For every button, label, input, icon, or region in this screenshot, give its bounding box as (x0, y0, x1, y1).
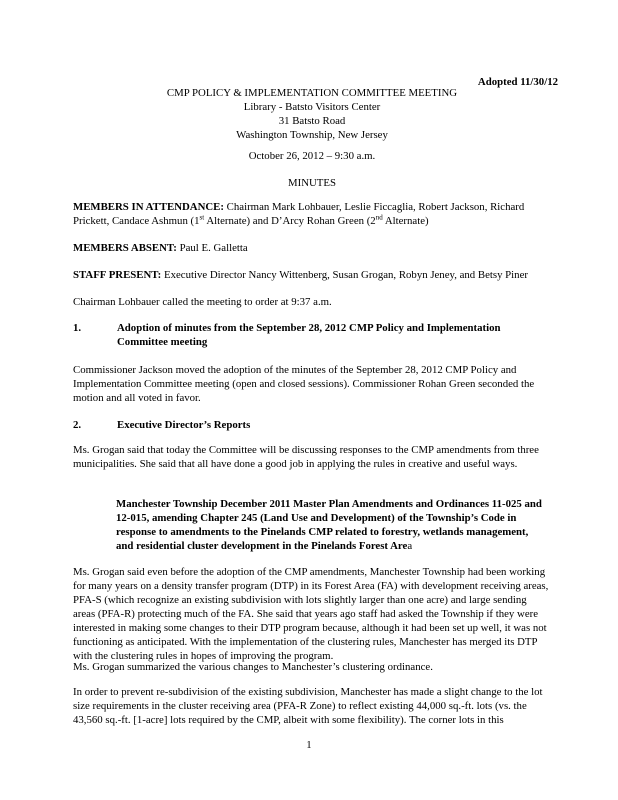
meeting-location-line-1: Library - Batsto Visitors Center (243, 101, 381, 113)
section-1-heading (73, 321, 551, 349)
meeting-location-line-2: 31 Batsto Road (278, 115, 346, 127)
sub-heading-tail: a (407, 540, 413, 552)
section-2-paragraph-3: In order to prevent re-subdivision of the existing subdivision, Manchester has made a slight change to the lot size requirements in the cluster receiving area (PFA-R Zone) to reflect existing 44,000 sq.-ft. lots (vs. the 43,560 sq.-ft. [1-acre] lots required by the CMP, albeit with some flexibility). The corner lots in this (73, 686, 543, 726)
meeting-location-line-3: Washington Township, New Jersey (236, 129, 388, 141)
manchester-sub-heading (116, 497, 548, 553)
section-1-body: Commissioner Jackson moved the adoption of the minutes of the September 28, 2012 CMP Policy and Implementation Committee meeting (open and closed sessions). Commissioner Rohan Green seconded the motion and all voted in favor. (73, 364, 535, 404)
section-2-heading (73, 418, 551, 432)
members-in-attendance (73, 200, 551, 228)
section-1-number: 1. (73, 322, 82, 334)
section-2-title: Executive Director’s Reports (117, 419, 251, 431)
meeting-header (73, 86, 551, 142)
attendance-text-2: Alternate) and D’Arcy Rohan Green (2 (204, 215, 376, 227)
page-number: 1 (306, 739, 312, 751)
staff-text: Executive Director Nancy Wittenberg, Susan Grogan, Robyn Jeney, and Betsy Piner (161, 269, 528, 281)
section-2-paragraph-2: Ms. Grogan summarized the various changes to Manchester’s clustering ordinance. (73, 661, 433, 673)
staff-label: STAFF PRESENT: (73, 269, 162, 281)
section-1-title: Adoption of minutes from the September 28, 2012 CMP Policy and Implementation Committee meeting (117, 322, 501, 348)
attendance-text-3: Alternate) (382, 215, 429, 227)
attendance-superscript-2: nd (375, 213, 383, 222)
staff-present (73, 268, 551, 282)
absent-text: Paul E. Galletta (176, 242, 248, 254)
absent-label: MEMBERS ABSENT: (73, 242, 177, 254)
meeting-date: October 26, 2012 – 9:30 a.m. (248, 150, 376, 162)
section-2-number: 2. (73, 419, 82, 431)
document-type: MINUTES (288, 177, 336, 189)
adopted-date: Adopted 11/30/12 (477, 76, 558, 88)
section-2-paragraph-1: Ms. Grogan said even before the adoption of the CMP amendments, Manchester Township had been working for many years on a density transfer program (DTP) in its Forest Area (FA) with development receiving areas, PFA-S (which recognize an existing subdivision with lots slightly larger than one acre) and large sending areas (PFA-R) protecting much of the FA. She said that years ago staff had asked the Township if they were interested in making some changes to their DTP program because, although it had been set up well, it was not functioning as anticipated. With the implementation of the clustering rules, Manchester has merged its DTP with the clustering rules in hopes of improving the program. (73, 566, 549, 662)
members-absent (73, 241, 551, 255)
section-2-intro: Ms. Grogan said that today the Committee will be discussing responses to the CMP amendments from three municipalities. She said that all have done a good job in applying the rules in creative and useful ways. (73, 444, 539, 470)
attendance-superscript-1: st (199, 213, 205, 222)
attendance-text: Chairman Mark Lohbauer, Leslie Ficcaglia, Robert Jackson, Richard Prickett, Candace Ashmun (1 (73, 201, 525, 227)
sub-heading-bold: Manchester Township December 2011 Master Plan Amendments and Ordinances 11-025 and 12-015, amending Chapter 245 (Land Use and Development) of the Township’s Code in response to amendments to the Pinelands CMP related to forestry, wetlands management, and residential cluster development in the Pinelands Forest Are (116, 498, 542, 552)
call-to-order: Chairman Lohbauer called the meeting to order at 9:37 a.m. (73, 296, 332, 308)
meeting-title: CMP POLICY & IMPLEMENTATION COMMITTEE MEETING (166, 87, 458, 99)
attendance-label: MEMBERS IN ATTENDANCE: (73, 201, 224, 213)
